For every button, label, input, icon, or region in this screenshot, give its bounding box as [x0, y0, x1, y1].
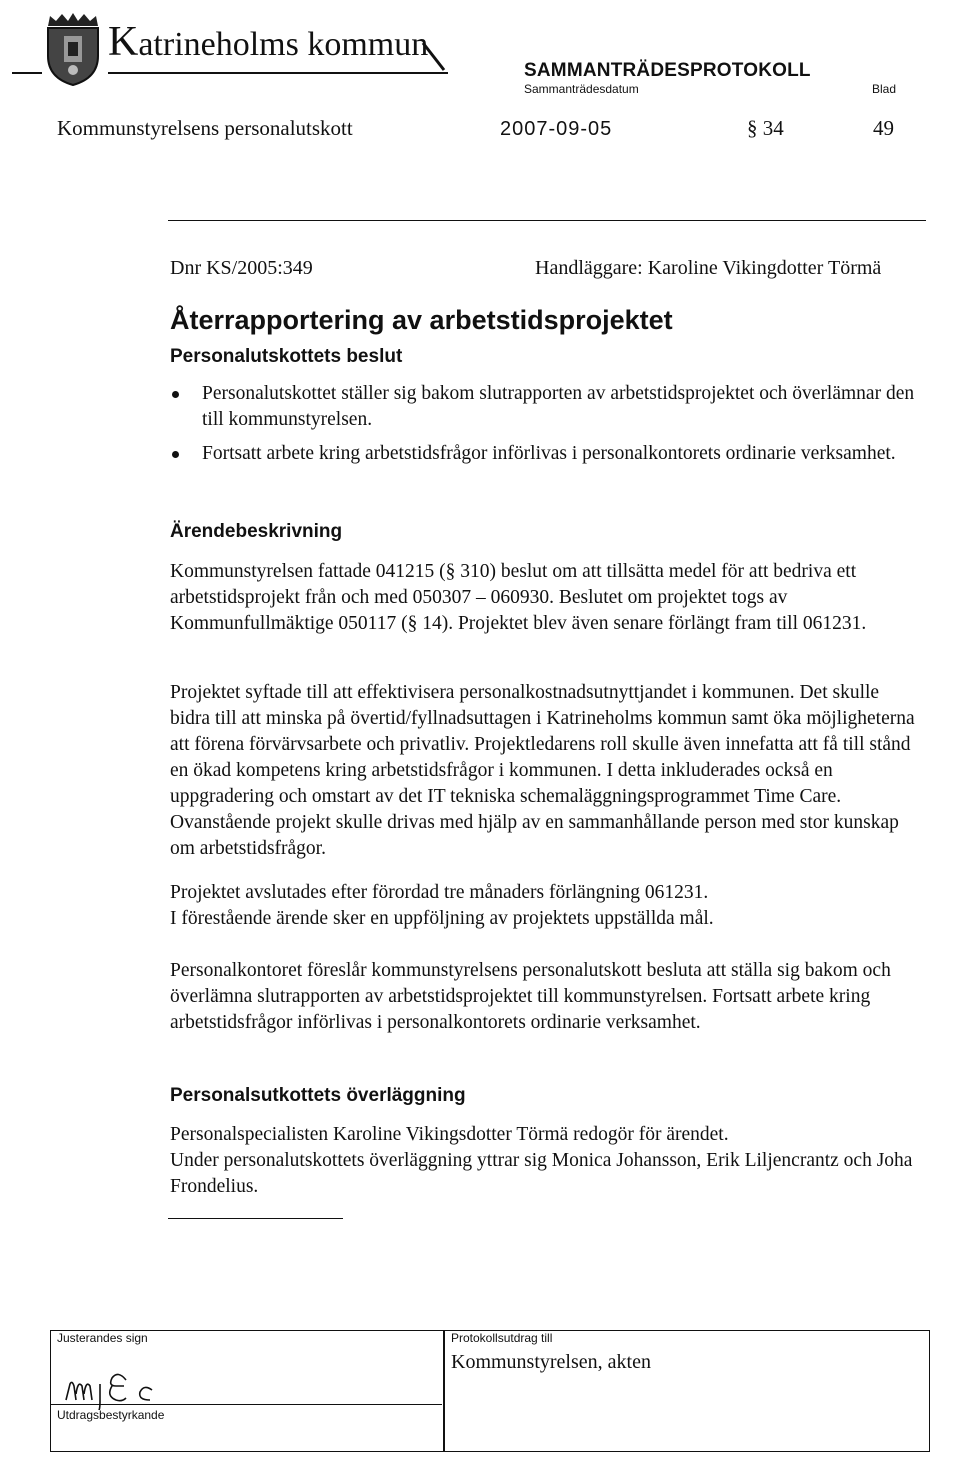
distribution-label: Protokollsutdrag till	[451, 1331, 553, 1345]
document-type: SAMMANTRÄDESPROTOKOLL	[524, 60, 811, 81]
page-label: Blad	[872, 82, 897, 96]
coat-of-arms-icon	[44, 12, 102, 86]
signature-label: Justerandes sign	[57, 1331, 148, 1345]
logo-rule-right	[108, 72, 448, 74]
header-divider	[168, 220, 926, 221]
municipality-name: Katrineholms kommun	[108, 19, 429, 65]
case-number: Dnr KS/2005:349	[170, 257, 313, 279]
decision-list	[170, 381, 920, 475]
bullet-icon	[172, 451, 179, 458]
certification-label: Utdragsbestyrkande	[57, 1408, 165, 1422]
decision-item: Personalutskottet ställer sig bakom slutrapporten av arbetstidsprojektet och överlämnar den till kommunstyrelsen.	[170, 381, 920, 433]
decision-heading: Personalutskottets beslut	[170, 346, 403, 367]
page-number: 49	[873, 116, 894, 140]
paragraph-number: § 34	[747, 116, 784, 140]
committee-name: Kommunstyrelsens personalutskott	[57, 116, 353, 140]
case-description-paragraph: Personalkontoret föreslår kommunstyrelsens personalutskott besluta att ställa sig bakom och överlämna slutrapporten av arbetstidsprojektet till kommunstyrelsen. Fortsatt arbete kring arbetstidsfrågor införlivas i personalkontorets ordinarie verksamhet.	[170, 960, 891, 1033]
distribution-box	[444, 1330, 930, 1452]
meeting-date-label: Sammanträdesdatum	[524, 82, 639, 96]
case-description-paragraph: Kommunstyrelsen fattade 041215 (§ 310) beslut om att tillsätta medel för att bedriva ett arbetstidsprojekt från och med 050307 – 060930. Beslutet om projektet togs av Kommunfullmäktige 050117 (§ 14). Projektet blev även senare förlängt fram till 061231.	[170, 561, 867, 634]
meeting-date: 2007-09-05	[500, 118, 613, 140]
case-officer: Handläggare: Karoline Vikingdotter Törmä	[535, 257, 882, 279]
case-title: Återrapportering av arbetstidsprojektet	[170, 305, 673, 335]
handwritten-initials	[60, 1340, 200, 1410]
bullet-icon	[172, 391, 179, 398]
end-divider	[168, 1218, 343, 1219]
case-description-paragraph: Projektet syftade till att effektivisera personalkostnadsutnyttjandet i kommunen. Det skulle bidra till att minska på övertid/fyllnadsuttagen i Katrineholms kommun samt öka möjligheterna att förena förvärvsarbete och privatliv. Projektledarens roll skulle även innefatta att få till stånd en ökad kompetens kring arbetstidsfrågor i kommunen. I detta inkluderades också en uppgradering och omstart av det IT tekniska schemaläggningsprogrammet Time Care. Ovanstående projekt skulle drivas med hjälp av en sammanhållande person med stor kunskap om arbetstidsfrågor.	[170, 682, 915, 859]
case-description-paragraph: Projektet avslutades efter förordad tre månaders förlängning 061231. I förestående ärende sker en uppföljning av projektets uppställda mål.	[170, 882, 714, 929]
logo-slash-mark	[420, 40, 448, 72]
deliberation-heading: Personalsutkottets överläggning	[170, 1085, 466, 1106]
distribution-recipients: Kommunstyrelsen, akten	[451, 1351, 651, 1373]
logo-rule-left	[12, 72, 42, 74]
case-description-heading: Ärendebeskrivning	[170, 521, 343, 542]
decision-item: Fortsatt arbete kring arbetstidsfrågor införlivas i personalkontorets ordinarie verksamhet.	[170, 441, 920, 467]
deliberation-paragraph: Personalspecialisten Karoline Vikingsdotter Törmä redogör för ärendet. Under personalutskottets överläggning yttrar sig Monica Johansson, Erik Liljencrantz och Joha Frondelius.	[170, 1124, 913, 1197]
